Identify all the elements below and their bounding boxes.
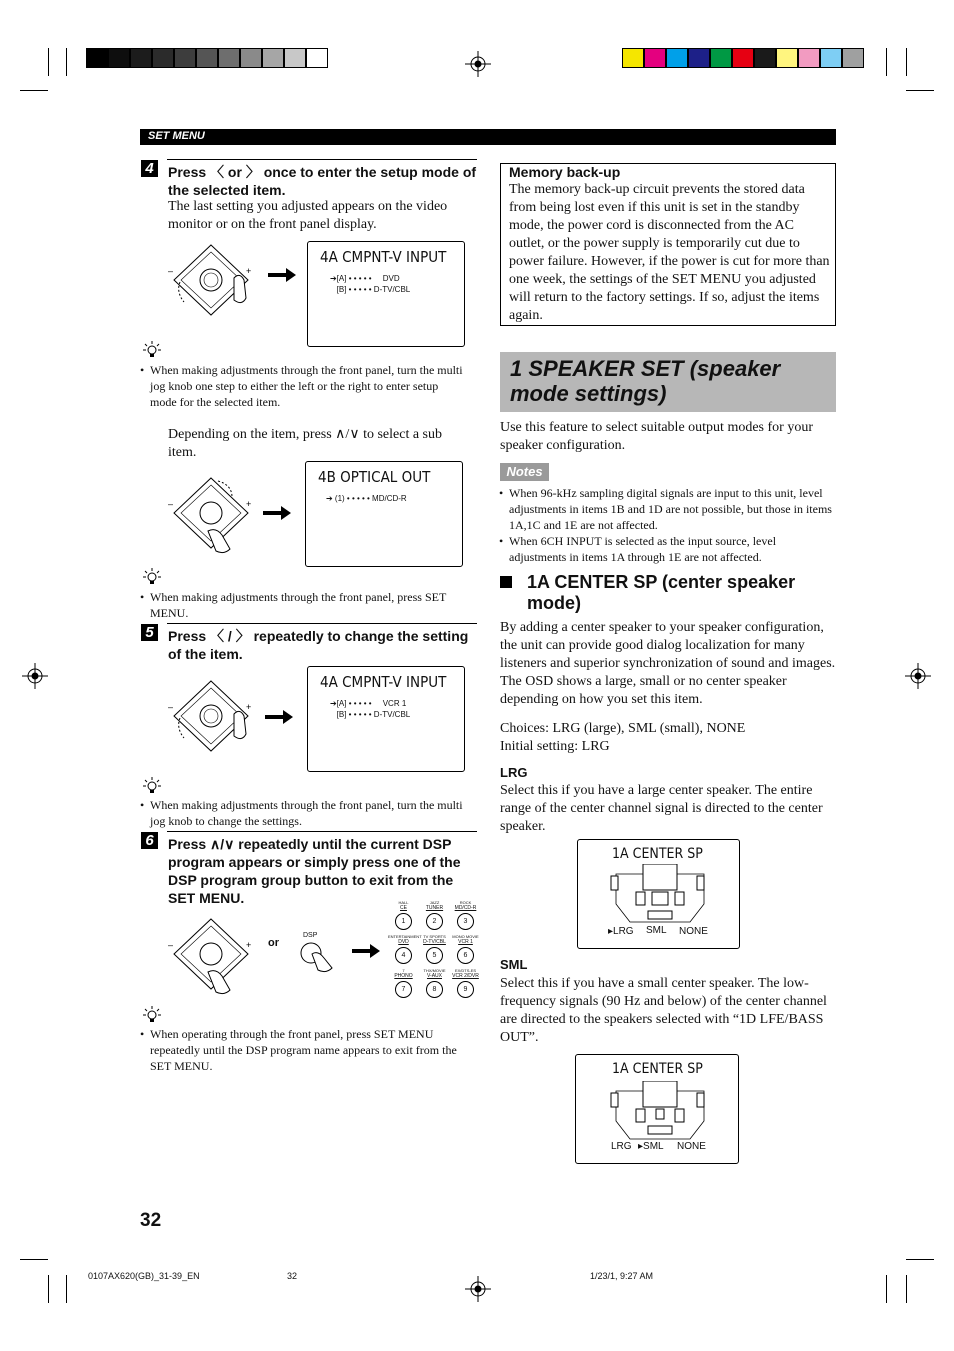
dsp-program-button — [388, 968, 419, 998]
section-intro: Use this feature to select suitable output modes for your speaker configuration. — [500, 420, 813, 453]
dsp-button-label: DSP — [303, 932, 318, 939]
section-title-panel — [500, 352, 836, 412]
registration-mark-left — [22, 663, 48, 689]
section-header-band — [140, 129, 836, 145]
osd-option-sml: ▸SML — [638, 1141, 664, 1152]
osd-display-4a — [307, 241, 465, 347]
dsp-program-buttons — [388, 900, 482, 995]
gray-swatch — [284, 48, 306, 68]
notes-label: Notes — [500, 463, 549, 481]
svg-text:–: – — [168, 940, 174, 950]
footer-page: 32 — [287, 1271, 298, 1281]
dsp-button-circle: 7 — [395, 981, 412, 998]
dsp-program-button — [450, 968, 481, 998]
initial-setting-text: Initial setting: LRG — [500, 739, 610, 754]
gray-swatch — [240, 48, 262, 68]
osd-title: 1A CENTER SP — [612, 1061, 703, 1077]
hint-icon — [141, 340, 163, 358]
color-swatch — [798, 48, 820, 68]
step-5-tip: When making adjustments through the front panel, turn the multi jog knob to change the settings. — [150, 798, 463, 828]
gray-swatch — [174, 48, 196, 68]
osd-line: ➔ (1) • • • • • MD/CD-R — [326, 494, 407, 503]
osd-option-sml: SML — [646, 925, 667, 936]
svg-text:+: + — [246, 499, 252, 509]
memory-backup-title: Memory back-up — [509, 164, 621, 180]
osd-title: 4A CMPNT-V INPUT — [320, 673, 447, 691]
hint-icon — [141, 776, 163, 794]
dsp-button-program-label: THX/MOVIE — [423, 968, 446, 973]
dsp-button-circle: 1 — [395, 913, 412, 930]
step-4-text: The last setting you adjusted appears on the video monitor or on the front panel display. — [168, 199, 448, 232]
note-2: When 6CH INPUT is selected as the input source, level adjustments in items 1A through 1E are not affected. — [509, 534, 777, 564]
footer-date: 1/23/1, 9:27 AM — [590, 1271, 654, 1281]
osd-display-4b — [305, 461, 463, 567]
color-swatch — [644, 48, 666, 68]
osd-display-4a-changed — [307, 666, 465, 772]
color-swatch — [688, 48, 710, 68]
gray-swatch — [86, 48, 108, 68]
hint-icon — [141, 567, 163, 585]
dsp-program-button — [419, 934, 450, 964]
svg-text:+: + — [246, 702, 252, 712]
gray-swatch — [130, 48, 152, 68]
osd-line: ➔[A] • • • • • VCR 1 — [330, 699, 407, 708]
speaker-layout-illustration — [608, 1081, 712, 1141]
arrow-right-icon — [263, 506, 291, 520]
osd-line: ➔[A] • • • • • DVD — [330, 274, 400, 283]
dsp-button-program-label: HALL — [398, 900, 409, 905]
gray-swatch — [262, 48, 284, 68]
osd-title: 4A CMPNT-V INPUT — [320, 248, 447, 266]
dsp-button-input-label: D-TV/CBL — [423, 939, 446, 945]
gray-swatch — [152, 48, 174, 68]
osd-center-sp-large — [577, 839, 740, 949]
dsp-button-input-label: V-AUX — [426, 973, 442, 979]
or-label: or — [268, 937, 279, 949]
registration-mark-top — [465, 51, 491, 77]
osd-option-lrg: ▸LRG — [608, 926, 634, 937]
sml-text: Select this if you have a small center speaker. The low-frequency signals (90 Hz and below) of the center channel are directed to the speakers selected with “1D LFE/BASS OUT”. — [500, 976, 827, 1045]
dsp-program-button — [388, 900, 419, 930]
dsp-button-program-label: MONO MOVIE — [452, 934, 479, 939]
dsp-button-circle: 2 — [426, 913, 443, 930]
center-sp-heading: 1A CENTER SP (center speaker mode) — [527, 572, 796, 613]
svg-text:+: + — [246, 940, 252, 950]
dsp-button-program-label: 7 — [402, 968, 405, 973]
dsp-button-circle: 4 — [395, 947, 412, 964]
speaker-layout-illustration — [608, 864, 712, 924]
dsp-button-program-label: TV SPORTS — [423, 934, 446, 939]
hint-icon — [141, 1005, 163, 1023]
lrg-text: Select this if you have a large center speaker. The entire range of the center channel signal is directed to the center speaker. — [500, 783, 823, 834]
lrg-heading: LRG — [500, 765, 528, 780]
dsp-button-input-label: VCR 1 — [458, 939, 473, 945]
osd-line: [B] • • • • • D-TV/CBL — [330, 285, 411, 294]
dsp-button-program-label: ENTERTAINMENT — [388, 934, 422, 939]
step-4-tip-1: When making adjustments through the front panel, turn the multi jog knob one step to either the left or the right to enter setup mode for the selected item. — [150, 363, 463, 409]
osd-title: 1A CENTER SP — [612, 846, 703, 862]
dsp-button-input-label: TUNER — [425, 905, 444, 911]
dsp-button-input-label: VCR 2/DVR — [452, 973, 479, 979]
dsp-program-button — [419, 968, 450, 998]
dsp-program-button — [388, 934, 422, 964]
footer-file: 0107AX620(GB)_31-39_EN — [88, 1271, 200, 1281]
dsp-button-program-label: EX/DTS-ES — [454, 968, 477, 973]
color-swatch — [710, 48, 732, 68]
color-swatch — [776, 48, 798, 68]
memory-backup-text: The memory back-up circuit prevents the stored data from being lost even if this unit is set in the standby mode, the power cord is disconnected from the AC outlet, or the power supply is temporarily cut due to power failure. However, if the power is cut for more than one week, the settings of the SET MENU you adjusted will return to the factory settings. If so, adjust the items again. — [509, 182, 830, 323]
color-swatch — [732, 48, 754, 68]
svg-text:–: – — [168, 702, 174, 712]
gray-swatch — [196, 48, 218, 68]
dsp-program-button — [450, 934, 481, 964]
step-4-number: 4 — [141, 160, 158, 177]
registration-mark-right — [905, 663, 931, 689]
svg-text:–: – — [168, 499, 174, 509]
sub-item-text: Depending on the item, press ∧/∨ to select a sub item. — [168, 427, 442, 460]
gray-swatch — [108, 48, 130, 68]
page-number: 32 — [140, 1210, 162, 1231]
osd-option-lrg: LRG — [611, 1141, 632, 1152]
dsp-button-illustration — [298, 940, 338, 974]
dsp-button-input-label: MD/CD-R — [454, 905, 477, 911]
dsp-button-input-label: DVD — [398, 939, 409, 945]
color-swatch — [820, 48, 842, 68]
dsp-program-button — [450, 900, 481, 930]
dsp-program-button — [419, 900, 450, 930]
header-band-label: SET MENU — [148, 130, 205, 142]
dsp-button-circle: 9 — [457, 981, 474, 998]
step-4-heading: Press 〈 or 〉 once to enter the setup mode of the selected item. — [168, 164, 477, 198]
square-bullet-icon — [500, 576, 512, 588]
dsp-button-input-label: PHONO — [394, 973, 413, 979]
center-sp-text: By adding a center speaker to your speaker configuration, the unit can provide good dialog localization for many listeners and superior synchronization of sound and images. The OSD shows a large, small or no center speaker depending on how you set this item. — [500, 620, 836, 707]
dsp-button-circle: 8 — [426, 981, 443, 998]
arrow-right-icon — [352, 944, 380, 958]
dsp-button-program-label: JAZZ — [429, 900, 440, 905]
choices-text: Choices: LRG (large), SML (small), NONE — [500, 721, 746, 736]
memory-backup-box — [500, 163, 836, 326]
osd-option-none: NONE — [679, 926, 708, 937]
svg-text:+: + — [246, 266, 252, 276]
svg-text:–: – — [168, 266, 174, 276]
osd-option-none: NONE — [677, 1141, 706, 1152]
osd-title: 4B OPTICAL OUT — [318, 468, 431, 486]
step-5-number: 5 — [141, 624, 158, 641]
dsp-button-circle: 5 — [426, 947, 443, 964]
step-6-tip: When operating through the front panel, press SET MENU repeatedly until the DSP program name appears to exit from the SET MENU. — [150, 1027, 457, 1073]
step-4-tip-2: When making adjustments through the front panel, press SET MENU. — [150, 590, 447, 620]
color-swatch — [842, 48, 864, 68]
jog-knob-illustration — [166, 473, 256, 558]
color-swatch — [622, 48, 644, 68]
dsp-button-input-label: CE — [400, 905, 407, 911]
registration-mark-bottom — [465, 1276, 491, 1302]
note-1: When 96-kHz sampling digital signals are input to this unit, level adjustments in items 1B and 1D are not possible, but those in items 1A,1C and 1E are not affected. — [509, 486, 832, 532]
dsp-button-circle: 6 — [457, 947, 474, 964]
osd-line: [B] • • • • • D-TV/CBL — [330, 710, 411, 719]
dsp-button-program-label: ROCK — [459, 900, 472, 905]
step-5-heading: Press 〈 / 〉 repeatedly to change the setting of the item. — [168, 628, 469, 662]
arrow-right-icon — [265, 710, 293, 724]
jog-knob-illustration — [166, 676, 256, 756]
gray-swatch — [218, 48, 240, 68]
gray-swatch — [306, 48, 328, 68]
jog-knob-illustration — [166, 240, 256, 320]
jog-knob-illustration — [166, 914, 256, 999]
arrow-right-icon — [268, 268, 296, 282]
color-swatch — [666, 48, 688, 68]
step-6-heading: Press ∧/∨ repeatedly until the current DSP program appears or simply press one of the DSP program group button to exit from the SET MENU. — [168, 836, 461, 906]
step-6-number: 6 — [141, 832, 158, 849]
color-swatch — [754, 48, 776, 68]
osd-center-sp-small — [575, 1054, 739, 1164]
section-title: 1 SPEAKER SET (speaker mode settings) — [510, 356, 781, 406]
dsp-button-circle: 3 — [457, 913, 474, 930]
sml-heading: SML — [500, 957, 528, 972]
